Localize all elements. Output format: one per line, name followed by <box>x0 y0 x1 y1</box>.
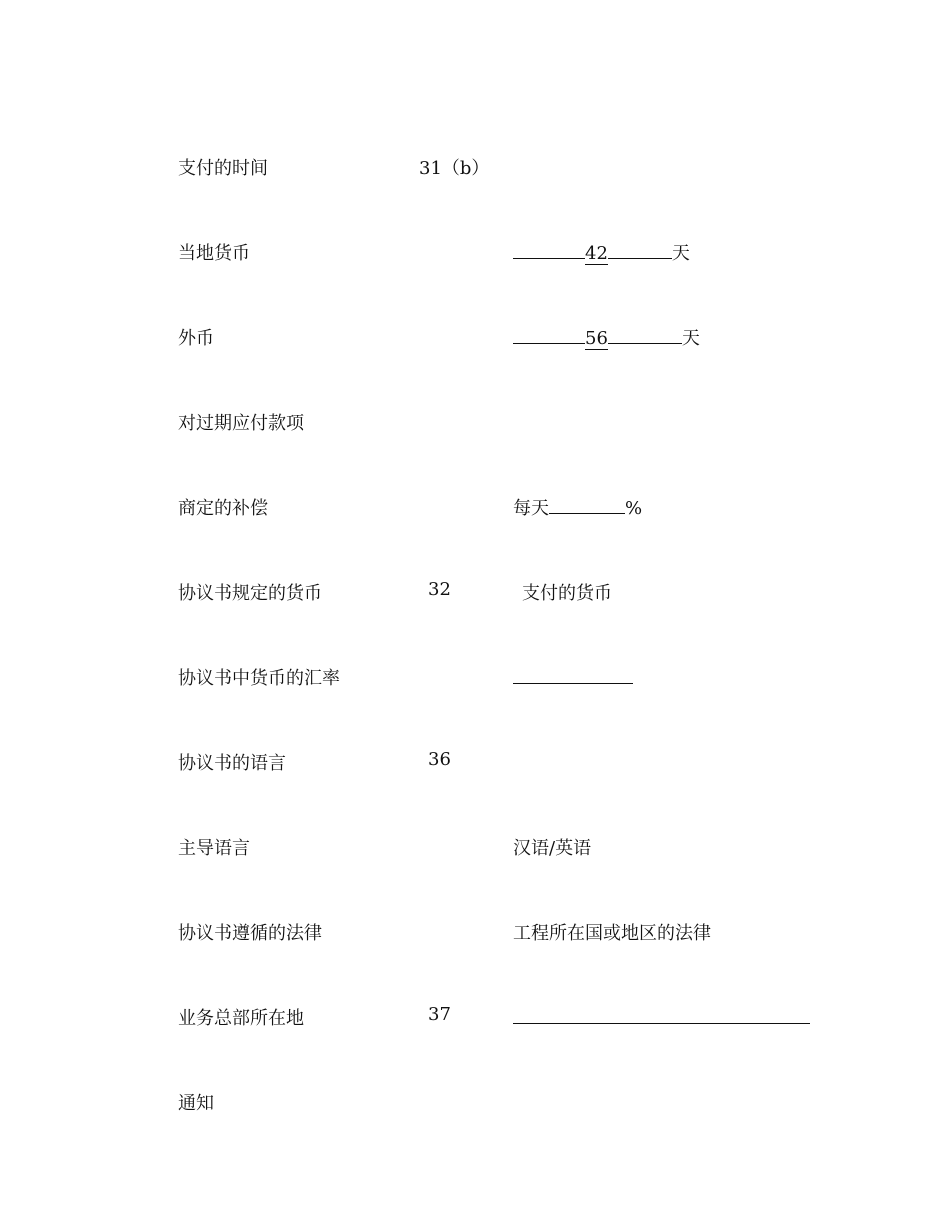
row-label: 支付的时间 <box>178 158 268 179</box>
row-label: 外币 <box>178 328 214 349</box>
row-label: 商定的补偿 <box>178 498 268 519</box>
blank-line <box>549 494 625 514</box>
field-value: 支付的货币 <box>522 583 612 604</box>
row-label: 对过期应付款项 <box>178 413 304 434</box>
percent-field[interactable] <box>513 494 642 520</box>
blank-line <box>608 324 682 344</box>
unit-label: 天 <box>681 328 700 349</box>
form-row-local-currency <box>0 239 950 267</box>
field-value: 工程所在国或地区的法律 <box>513 923 711 944</box>
row-label: 通知 <box>178 1093 214 1114</box>
days-field[interactable] <box>513 324 700 350</box>
row-label: 协议书的语言 <box>178 753 286 774</box>
blank-line <box>608 239 672 259</box>
form-row-contract-currency <box>0 579 950 607</box>
field-value: 42 <box>585 243 608 264</box>
field-value: 汉语/英语 <box>513 838 592 859</box>
address-field[interactable] <box>513 1004 810 1029</box>
row-label: 协议书遵循的法律 <box>178 923 322 944</box>
clause-number: 32 <box>428 579 451 600</box>
clause-number: 36 <box>428 749 451 770</box>
form-row-exchange-rate <box>0 664 950 692</box>
days-field[interactable] <box>513 239 690 265</box>
clause-number: 31（b） <box>419 158 490 179</box>
clause-number: 37 <box>428 1004 451 1025</box>
row-label: 协议书规定的货币 <box>178 583 322 604</box>
blank-line <box>513 664 633 684</box>
form-row-payment-time <box>0 154 950 182</box>
field-prefix: 每天 <box>513 498 549 519</box>
row-label: 协议书中货币的汇率 <box>178 668 340 689</box>
form-row-overdue-payment <box>0 409 950 437</box>
field-value: 56 <box>585 328 608 349</box>
form-row-notice <box>0 1089 950 1117</box>
form-row-contract-language <box>0 749 950 777</box>
blank-line <box>513 324 585 344</box>
row-label: 业务总部所在地 <box>178 1008 304 1029</box>
unit-label: 天 <box>671 243 690 264</box>
row-label: 当地货币 <box>178 243 250 264</box>
rate-field[interactable] <box>513 664 633 689</box>
form-row-headquarters <box>0 1004 950 1032</box>
blank-line <box>513 239 585 259</box>
field-suffix: % <box>625 498 643 519</box>
form-row-agreed-compensation <box>0 494 950 522</box>
blank-line <box>513 1004 810 1024</box>
row-label: 主导语言 <box>178 838 250 859</box>
form-row-ruling-language <box>0 834 950 862</box>
form-row-foreign-currency <box>0 324 950 352</box>
form-row-governing-law <box>0 919 950 947</box>
